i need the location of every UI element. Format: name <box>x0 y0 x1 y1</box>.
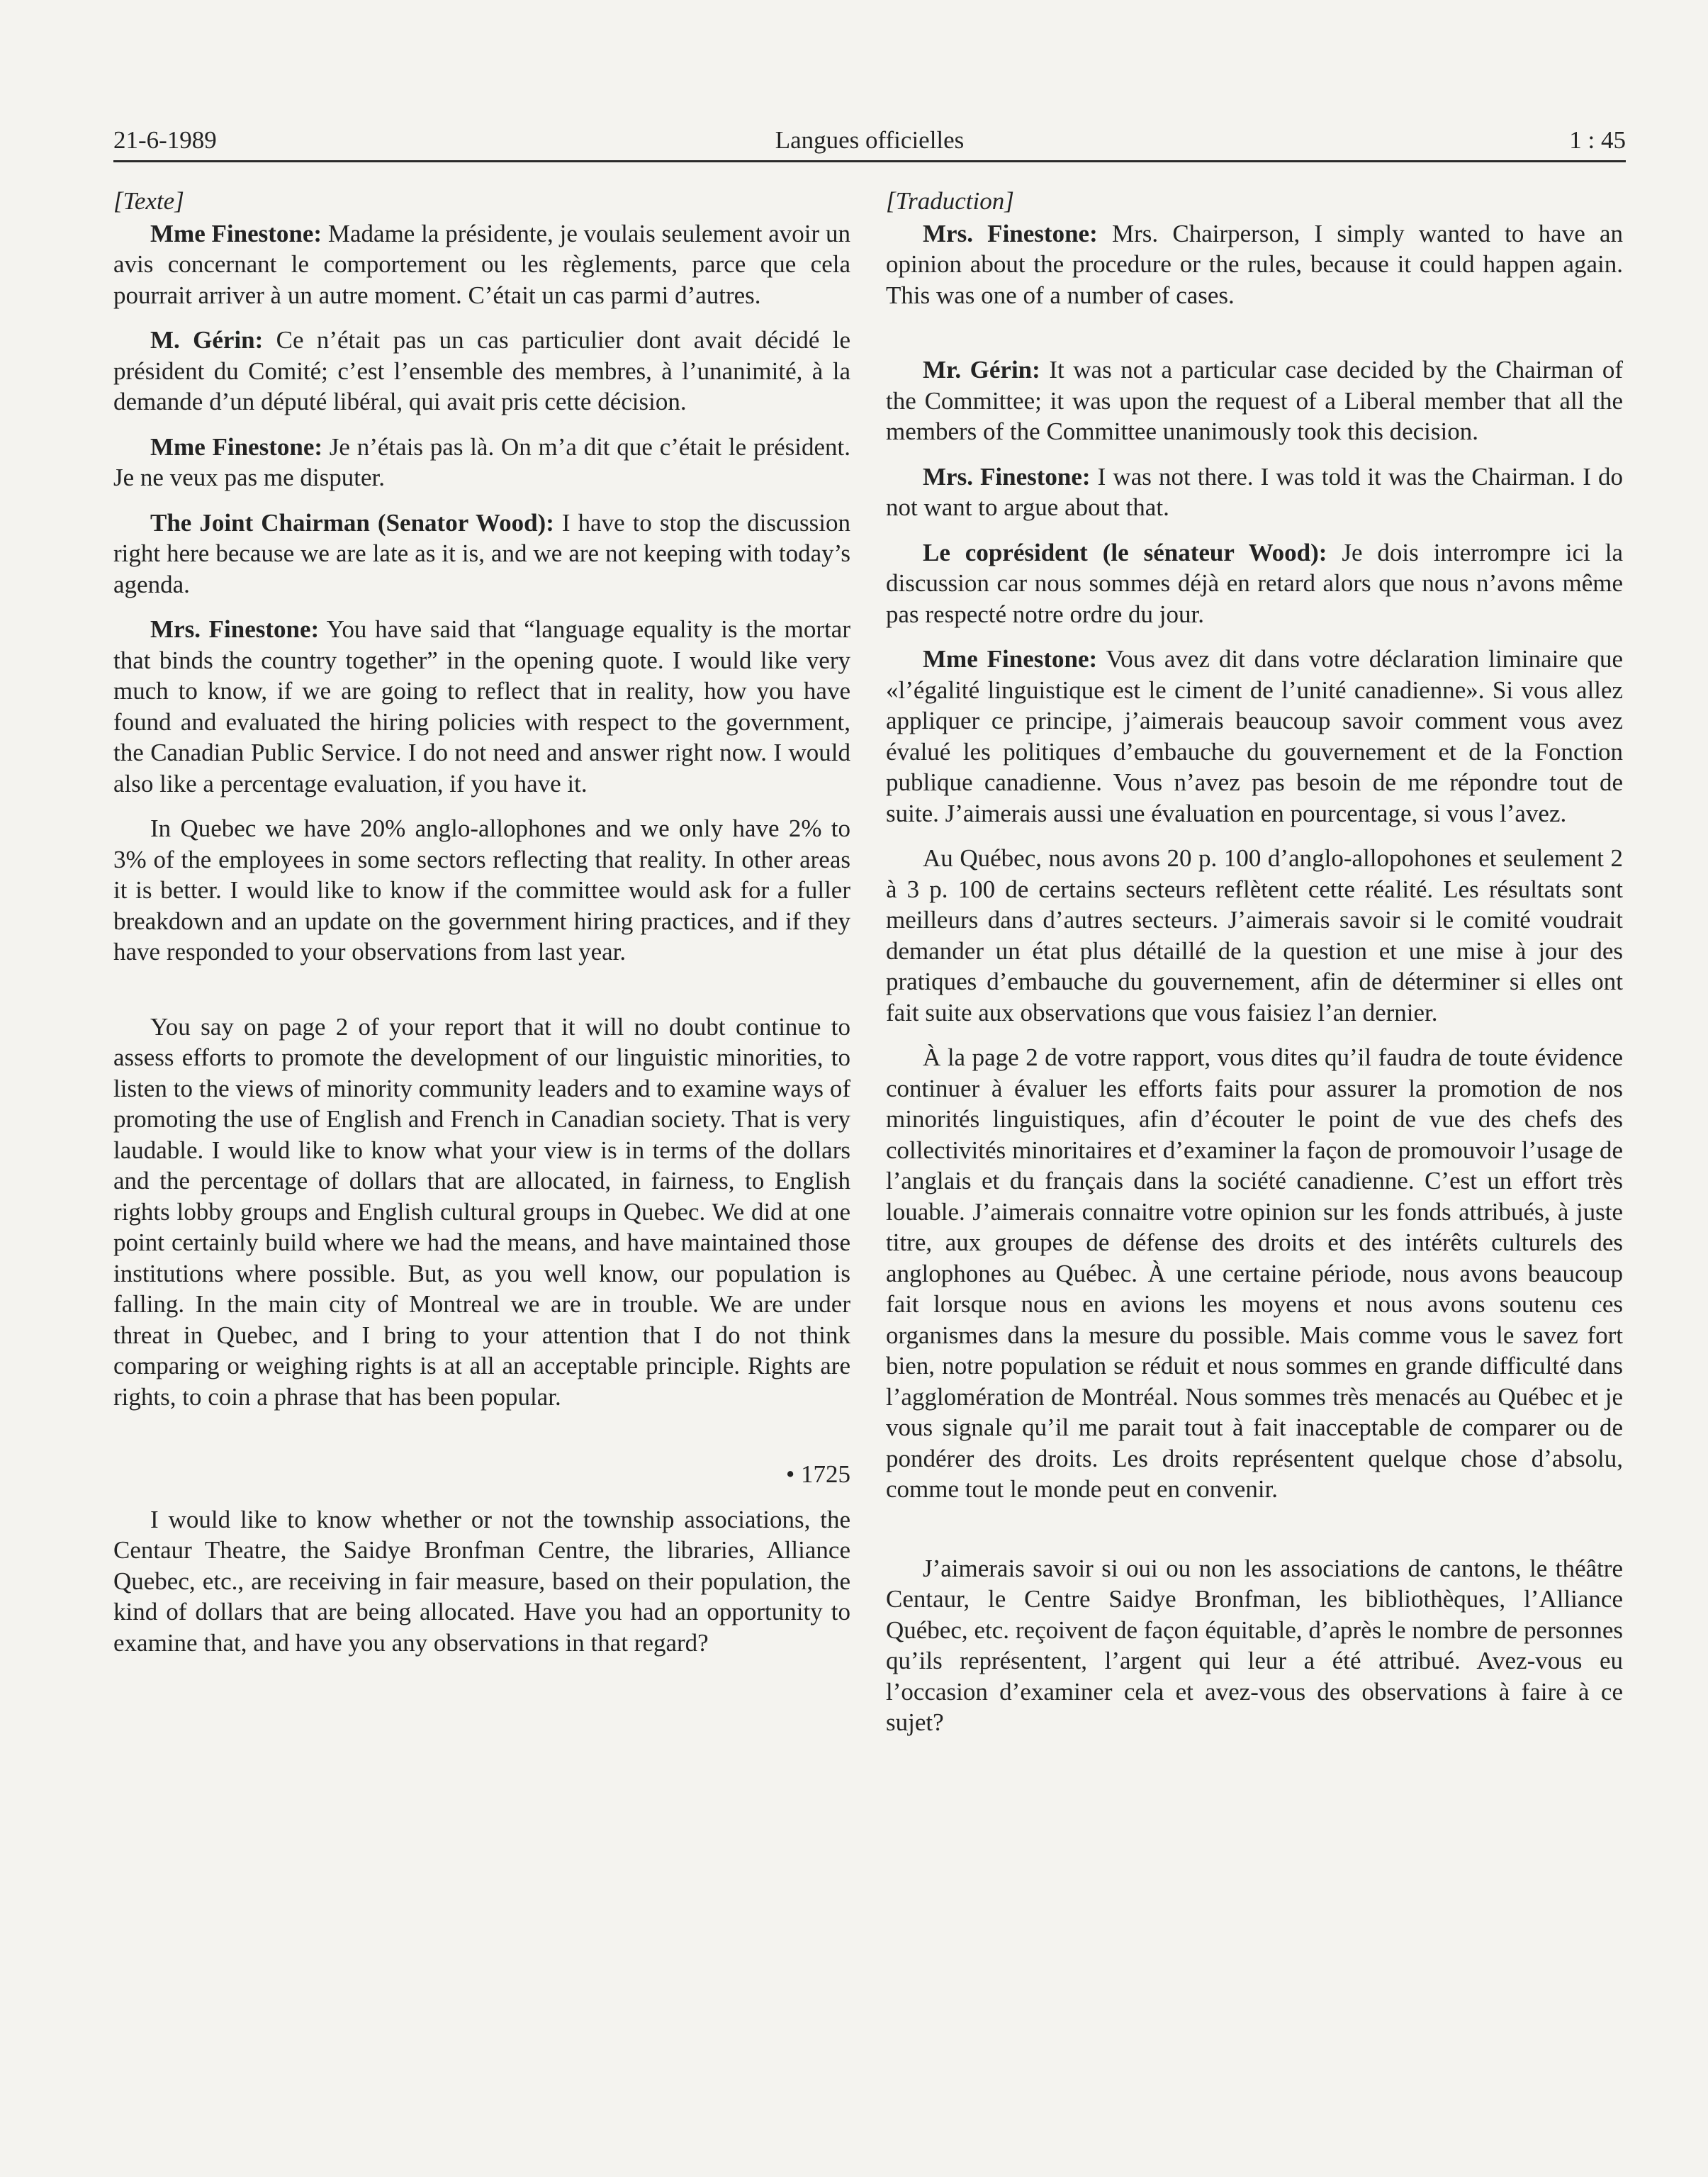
paragraph <box>886 461 1623 523</box>
paragraph-text: Ce n’était pas un cas particulier dont avait décidé le président du Comité; c’est l’ensemble des membres, à l’unanimité, à la demande d’un député libéral, qui avait pris cette décision. <box>113 326 850 415</box>
paragraph <box>113 218 850 311</box>
speaker-name: Mrs. Finestone: <box>923 462 1091 491</box>
left-column-english <box>113 186 850 1658</box>
paragraph-text: It was not a particular case decided by the Chairman of the Committee; it was upon the request of a Liberal member that all the members of the Committee unanimously took this decision. <box>886 356 1623 445</box>
paragraph <box>113 432 850 493</box>
header-date: 21-6-1989 <box>113 126 217 154</box>
paragraph: I would like to know whether or not the township associations, the Centaur Theatre, the Saidye Bronfman Centre, the libraries, Alliance Quebec, etc., are receiving in fair measure, based on their population, the kind of dollars that are being allocated. Have you had an opportunity to examine that, and have you any observations in that regard? <box>113 1505 850 1657</box>
paragraph: J’aimerais savoir si oui ou non les associations de cantons, le théâtre Centaur, le Centre Saidye Bronfman, les bibliothèques, l’Alliance Québec, etc. reçoivent de façon équitable, d’après le nombre de personnes qu’ils représentent, l’argent qui leur a été attribué. Avez-vous eu l’occasion d’examiner cela et avez-vous des observations à faire à ce sujet? <box>886 1554 1623 1736</box>
header-title: Langues officielles <box>775 126 965 154</box>
page-header <box>113 122 1626 159</box>
time-marker: • 1725 <box>785 1460 850 1488</box>
header-page-number: 1 : 45 <box>1569 126 1626 154</box>
paragraph-text: Je n’étais pas là. On m’a dit que c’était le président. Je ne veux pas me disputer. <box>113 432 850 491</box>
paragraph <box>113 508 850 600</box>
speaker-name: M. Gérin: <box>150 326 264 354</box>
paragraph-text: Je dois interrompre ici la discussion car nous sommes déjà en retard alors que nous n’avons même pas respecté notre ordre du jour. <box>886 538 1623 628</box>
speaker-name: Mme Finestone: <box>923 645 1098 673</box>
paragraph <box>886 537 1623 630</box>
paragraph-text: I have to stop the discussion right here because we are late as it is, and we are not keeping with today’s agenda. <box>113 508 850 598</box>
paragraph-text: I was not there. I was told it was the Chairman. I do not want to argue about that. <box>886 462 1623 521</box>
paragraph: You say on page 2 of your report that it will no doubt continue to assess efforts to promote the development of our linguistic minorities, to listen to the views of minority community leaders and to examine ways of promoting the use of English and French in Canadian society. That is very laudable. I would like to know what your view is in terms of the dollars and the percentage of dollars that are allocated, in fairness, to English rights lobby groups and English cultural groups in Quebec. We did at one point certainly build where we had the means, and have maintained those institutions where possible. But, as you well know, our population is falling. In the main city of Montreal we are in trouble. We are under threat in Quebec, and I bring to your attention that I do not think comparing or weighing rights is at all an acceptable principle. Rights are rights, to coin a phrase that has been popular. <box>113 1012 850 1411</box>
paragraph <box>113 614 850 799</box>
speaker-name: Mrs. Finestone: <box>150 615 320 643</box>
paragraph-text: You have said that “language equality is the mortar that binds the country together” in the opening quote. I would like very much to know, if we are going to reflect that in reality, how you have found and evaluated the hiring policies with respect to the government, the Canadian Public Service. I do not need and answer right now. I would also like a percentage evaluation, if you have it. <box>113 615 850 798</box>
paragraph-text: Vous avez dit dans votre déclaration liminaire que «l’égalité linguistique est le ciment de l’unité canadienne». Si vous allez appliquer ce principe, j’aimerais beaucoup savoir comment vous avez évalué les politiques d’embauche du gouvernement et de la Fonction publique canadienne. Vous n’avez pas besoin de me répondre tout de suite. J’aimerais aussi une évaluation en pourcentage, si vous l’avez. <box>886 645 1623 827</box>
speaker-name: The Joint Chairman (Senator Wood): <box>150 508 554 537</box>
section-label: [Texte] <box>113 187 184 215</box>
paragraph-text: Mrs. Chairperson, I simply wanted to have an opinion about the procedure or the rules, because it could happen again. This was one of a number of cases. <box>886 219 1624 309</box>
paragraph <box>886 218 1623 311</box>
paragraph: Au Québec, nous avons 20 p. 100 d’anglo-allopohones et seulement 2 à 3 p. 100 de certains secteurs reflètent cette réalité. Les résultats sont meilleurs dans d’autres secteurs. J’aimerais savoir si le comité voudrait demander un état plus détaillé de la question et une mise à jour des pratiques d’embauche du gouvernement, afin de déterminer si elles ont fait suite aux observations que vous faisiez l’an dernier. <box>886 844 1623 1026</box>
paragraph <box>886 354 1623 447</box>
paragraph: À la page 2 de votre rapport, vous dites qu’il faudra de toute évidence continuer à évaluer les efforts faits pour assurer la promotion de nos minorités linguistiques, afin d’écouter le point de vue des chefs des collectivités minoritaires et d’examiner la façon de promouvoir l’usage de l’anglais et du français dans la société canadienne. C’est un effort très louable. J’aimerais connaitre votre opinion sur les fonds attribués, à juste titre, aux groupes de défense des droits et des intérêts culturels des anglophones au Québec. À une certaine période, nous avons beaucoup fait lorsque nous en avions les moyens et nous avons soutenu ces organismes dans la mesure du possible. Mais comme vous le savez fort bien, notre population se réduit et nous sommes en grande difficulté dans l’agglomération de Montréal. Nous sommes très menacés au Québec et je vous signale qu’il me parait tout à fait inacceptable de comparer ou de pondérer des droits. Les droits représentent quelque chose d’absolu, comme tout le monde peut en convenir. <box>886 1043 1623 1503</box>
paragraph <box>886 644 1623 829</box>
speaker-name: Mrs. Finestone: <box>923 219 1098 247</box>
speaker-name: Mme Finestone: <box>150 432 323 461</box>
right-column-french <box>886 186 1623 1738</box>
paragraph <box>113 325 850 418</box>
speaker-name: Mme Finestone: <box>150 219 322 247</box>
header-rule <box>113 160 1626 162</box>
paragraph-text: Madame la présidente, je voulais seulement avoir un avis concernant le comportement ou les règlements, parce que cela pourrait arriver à un autre moment. C’était un cas parmi d’autres. <box>113 219 850 309</box>
paragraph: In Quebec we have 20% anglo-allophones and we only have 2% to 3% of the employees in some sectors reflecting that reality. In other areas it is better. I would like to know if the committee would ask for a fuller breakdown and an update on the government hiring practices, and if they have responded to your observations from last year. <box>113 815 850 966</box>
speaker-name: Le coprésident (le sénateur Wood): <box>923 538 1327 566</box>
section-label: [Traduction] <box>886 187 1014 215</box>
speaker-name: Mr. Gérin: <box>923 356 1040 384</box>
